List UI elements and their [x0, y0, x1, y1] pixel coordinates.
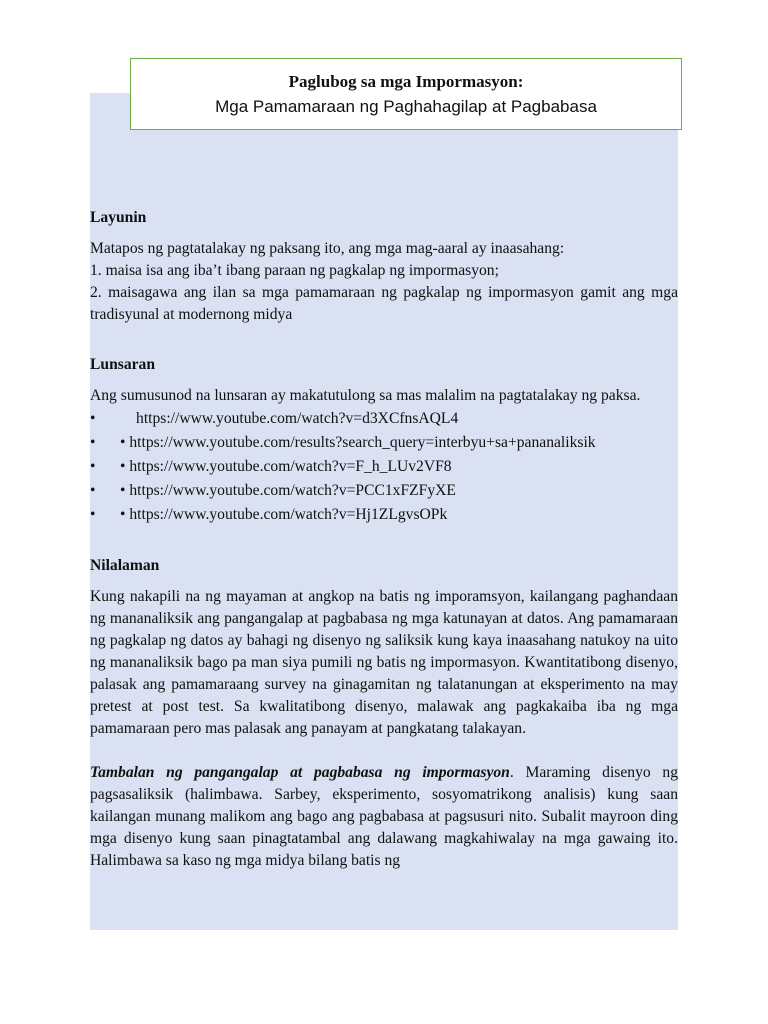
- list-item: [90, 455, 678, 479]
- nilalaman-paragraph-2: [90, 762, 678, 872]
- emphasis-phrase: Tambalan ng pangangalap at pagbabasa ng impormasyon: [90, 764, 510, 781]
- paragraph-text: . Maraming disenyo ng pagsasaliksik (halimbawa. Sarbey, eksperimento, sosyomatrikong analisis) kung saan kailangan munang malikom ang bago ang pagbabasa at pagsusuri nito. Subalit mayroon ding mga disenyo kung saan pinagtatambal ang dalawang magkahiwalay na mga gawaing ito. Halimbawa sa kaso ng mga midya bilang batis ng: [90, 764, 678, 869]
- bullet: •: [90, 410, 96, 427]
- bullet: •: [90, 506, 96, 523]
- video-link[interactable]: https://www.youtube.com/watch?v=d3XCfnsAQL4: [120, 410, 443, 427]
- link-list: [90, 407, 678, 527]
- nilalaman-paragraph-1: Kung nakapili na ng mayaman at angkop na batis ng imporamsyon, kailangang paghandaan ng mananaliksik ang pangangalap at pagbabasa ng mga katunayan at datos. Ang pamamaraan ng pagkalap ng datos ay bahagi ng disenyo ng saliksik kung kaya inaasahang natukoy na uito ng mananaliksik bago pa man siya pumili ng batis ng impormasyon. Kwantitatibong disenyo, palasak ang pamamaraang survey na ginagamitan ng talatanungan at eksperimento na may pretest at post test. Sa kwalitatibong disenyo, malawak ang pagkakaiba iba ng mga pamamaraan pero mas palasak ang panayam at pangkatang talakayan.: [90, 588, 678, 737]
- title-box: [130, 58, 682, 130]
- bullet: •: [90, 458, 96, 475]
- document-body: [90, 207, 678, 872]
- layunin-item-2: 2. maisagawa ang ilan sa mga pamamaraan ng pagkalap ng impormasyon gamit ang mga tradisyunal at modernong midya: [90, 284, 678, 323]
- layunin-item-1: 1. maisa isa ang iba’t ibang paraan ng pagkalap ng impormasyon;: [90, 262, 499, 279]
- video-link[interactable]: • https://www.youtube.com/watch?v=PCC1xFZFyXE: [120, 482, 456, 499]
- list-item: [90, 431, 678, 455]
- bullet: •: [90, 482, 96, 499]
- lunsaran-intro: Ang sumusunod na lunsaran ay makatutulong sa mas malalim na pagtatalakay ng paksa.: [90, 387, 641, 404]
- document-title: Paglubog sa mga Impormasyon:: [288, 72, 524, 91]
- bullet: •: [90, 434, 96, 451]
- list-item: [90, 479, 678, 503]
- section-heading-nilalaman: Nilalaman: [90, 557, 160, 574]
- list-item: [90, 503, 678, 527]
- video-link[interactable]: • https://www.youtube.com/watch?v=F_h_LUv2VF8: [120, 458, 452, 475]
- layunin-intro: Matapos ng pagtatalakay ng paksang ito, ang mga mag-aaral ay inaasahang:: [90, 240, 565, 257]
- section-heading-layunin: Layunin: [90, 209, 147, 226]
- video-link[interactable]: • https://www.youtube.com/watch?v=Hj1ZLgvsOPk: [120, 506, 448, 523]
- document-subtitle: Mga Pamamaraan ng Paghahagilap at Pagbabasa: [215, 97, 597, 116]
- list-item: [90, 407, 678, 431]
- video-link[interactable]: • https://www.youtube.com/results?search_query=interbyu+sa+pananaliksik: [120, 434, 596, 451]
- section-heading-lunsaran: Lunsaran: [90, 356, 156, 373]
